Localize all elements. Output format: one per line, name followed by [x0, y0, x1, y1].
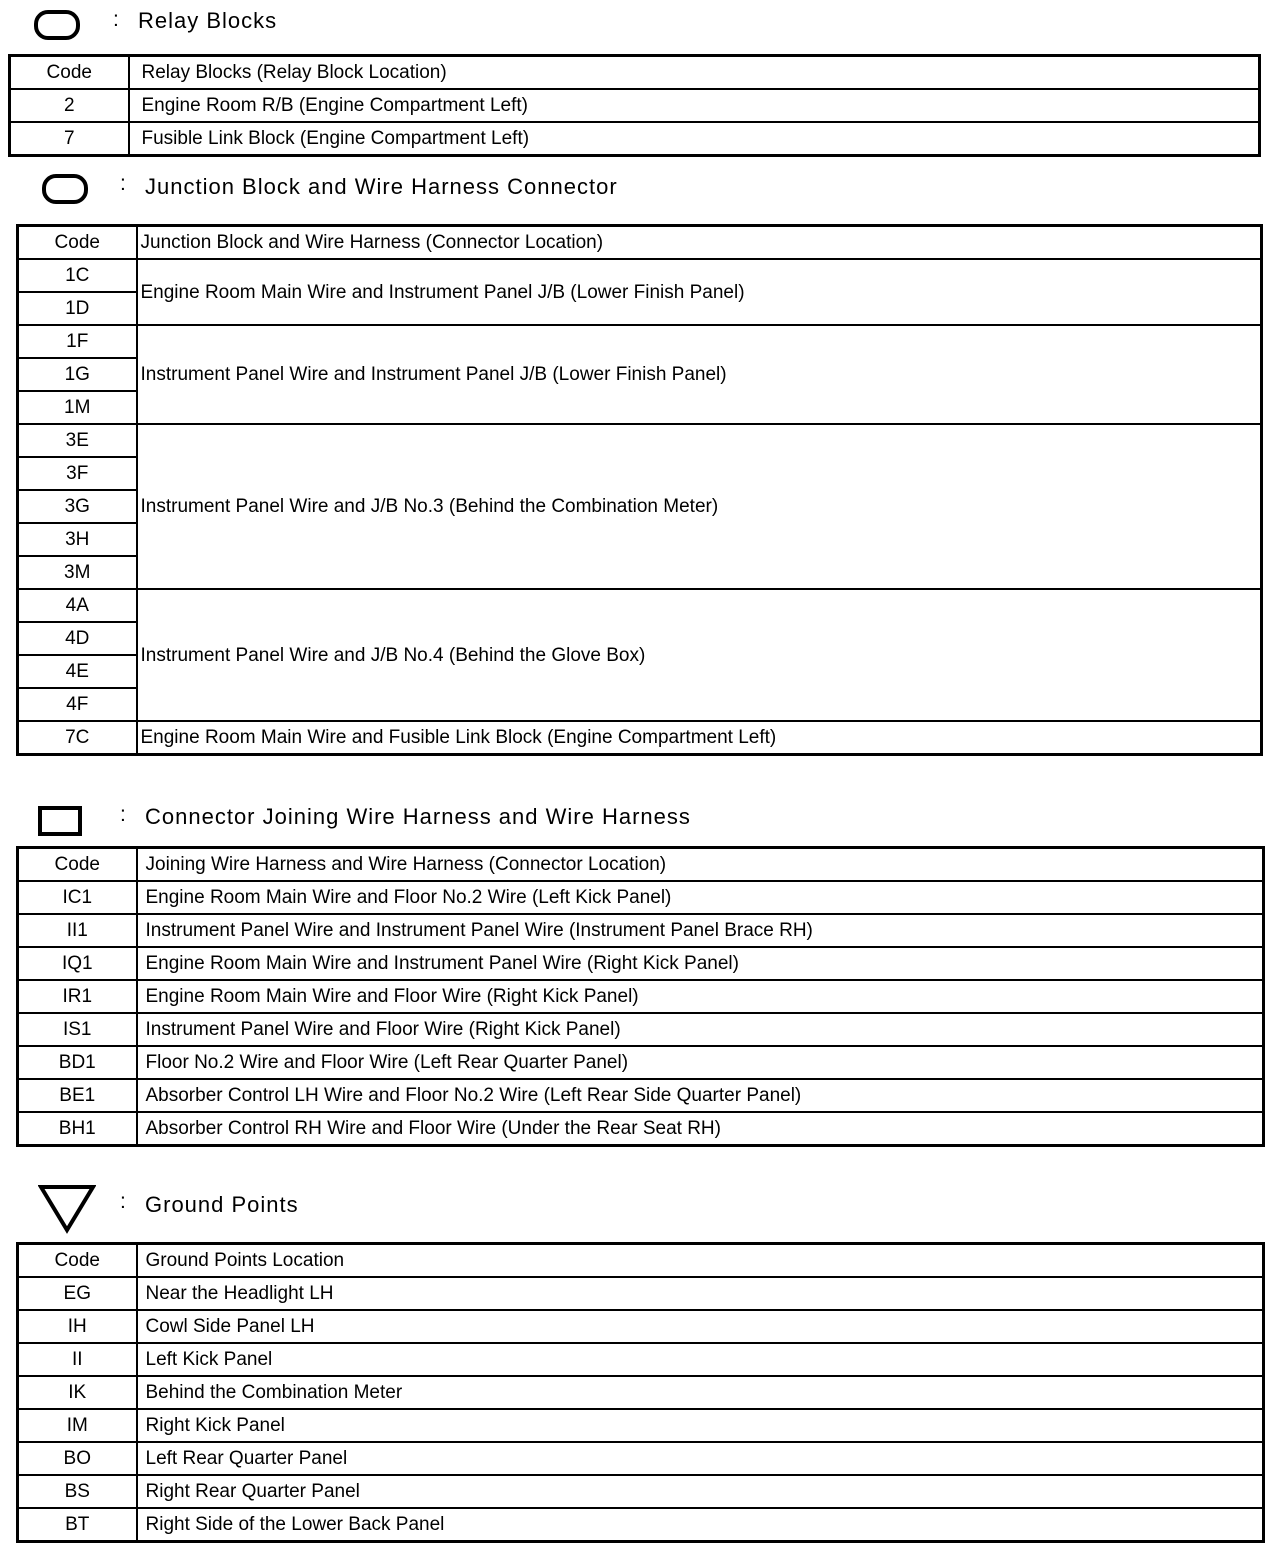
heading-colon: : — [120, 1190, 126, 1213]
location-cell: Engine Room Main Wire and Fusible Link Block (Engine Compartment Left) — [137, 721, 1262, 755]
table-row — [18, 1013, 1264, 1046]
connector-joining-heading — [0, 800, 900, 840]
location-cell: Behind the Combination Meter — [137, 1376, 1264, 1409]
junction-block-title: Junction Block and Wire Harness Connector — [145, 174, 618, 199]
header-location-cell: Joining Wire Harness and Wire Harness (Connector Location) — [137, 848, 1264, 882]
connector-joining-table — [16, 846, 1265, 1147]
table-row — [18, 424, 1262, 457]
table-row — [18, 1508, 1264, 1542]
location-cell: Fusible Link Block (Engine Compartment Left) — [129, 122, 1260, 156]
location-cell: Absorber Control LH Wire and Floor No.2 Wire (Left Rear Side Quarter Panel) — [137, 1079, 1264, 1112]
ground-points-table — [16, 1242, 1265, 1543]
location-cell: Instrument Panel Wire and J/B No.4 (Behind the Glove Box) — [137, 589, 1262, 721]
relay-blocks-table — [8, 54, 1261, 157]
location-cell: Left Rear Quarter Panel — [137, 1442, 1264, 1475]
location-cell: Floor No.2 Wire and Floor Wire (Left Rear Quarter Panel) — [137, 1046, 1264, 1079]
rounded-oval-icon — [42, 174, 88, 204]
table-row — [18, 259, 1262, 292]
table-header-row — [18, 226, 1262, 260]
table-row — [18, 980, 1264, 1013]
table-row — [18, 1112, 1264, 1146]
code-cell: BO — [18, 1442, 137, 1475]
code-cell: 1C — [18, 259, 137, 292]
location-cell: Near the Headlight LH — [137, 1277, 1264, 1310]
code-cell: IM — [18, 1409, 137, 1442]
rounded-oval-icon — [34, 10, 80, 40]
location-cell: Right Rear Quarter Panel — [137, 1475, 1264, 1508]
location-cell: Instrument Panel Wire and Instrument Panel J/B (Lower Finish Panel) — [137, 325, 1262, 424]
code-cell: 7 — [10, 122, 129, 156]
code-cell: IC1 — [18, 881, 137, 914]
table-row — [18, 1343, 1264, 1376]
code-cell: IQ1 — [18, 947, 137, 980]
table-row — [18, 1376, 1264, 1409]
location-cell: Engine Room Main Wire and Floor No.2 Wire (Left Kick Panel) — [137, 881, 1264, 914]
code-cell: BE1 — [18, 1079, 137, 1112]
table-row — [10, 122, 1260, 156]
code-cell: BH1 — [18, 1112, 137, 1146]
code-cell: 3M — [18, 556, 137, 589]
table-row — [18, 1442, 1264, 1475]
code-cell: 7C — [18, 721, 137, 755]
code-cell: 4A — [18, 589, 137, 622]
rectangle-icon — [38, 806, 82, 836]
header-code-cell: Code — [18, 226, 137, 260]
ground-points-heading — [0, 1184, 700, 1224]
location-cell: Instrument Panel Wire and J/B No.3 (Behind the Combination Meter) — [137, 424, 1262, 589]
table-row — [18, 914, 1264, 947]
ground-points-title: Ground Points — [145, 1192, 299, 1217]
table-row — [18, 721, 1262, 755]
code-cell: II1 — [18, 914, 137, 947]
location-cell: Engine Room Main Wire and Floor Wire (Right Kick Panel) — [137, 980, 1264, 1013]
location-cell: Right Kick Panel — [137, 1409, 1264, 1442]
location-cell: Instrument Panel Wire and Floor Wire (Right Kick Panel) — [137, 1013, 1264, 1046]
heading-colon: : — [113, 8, 119, 31]
code-cell: BS — [18, 1475, 137, 1508]
location-cell: Instrument Panel Wire and Instrument Panel Wire (Instrument Panel Brace RH) — [137, 914, 1264, 947]
code-cell: BT — [18, 1508, 137, 1542]
code-cell: 4E — [18, 655, 137, 688]
location-cell: Engine Room R/B (Engine Compartment Left) — [129, 89, 1260, 122]
table-row — [18, 325, 1262, 358]
junction-block-heading — [0, 170, 900, 210]
table-row — [18, 1409, 1264, 1442]
code-cell: BD1 — [18, 1046, 137, 1079]
location-cell: Right Side of the Lower Back Panel — [137, 1508, 1264, 1542]
heading-colon: : — [120, 172, 126, 195]
header-location-cell: Junction Block and Wire Harness (Connector Location) — [137, 226, 1262, 260]
connector-joining-title: Connector Joining Wire Harness and Wire Harness — [145, 804, 691, 829]
table-row — [18, 589, 1262, 622]
header-location-cell: Relay Blocks (Relay Block Location) — [129, 56, 1260, 90]
code-cell: 1D — [18, 292, 137, 325]
code-cell: IH — [18, 1310, 137, 1343]
relay-blocks-heading — [0, 4, 700, 44]
code-cell: 4D — [18, 622, 137, 655]
location-cell: Engine Room Main Wire and Instrument Panel Wire (Right Kick Panel) — [137, 947, 1264, 980]
down-triangle-icon — [38, 1184, 96, 1234]
location-cell: Absorber Control RH Wire and Floor Wire (Under the Rear Seat RH) — [137, 1112, 1264, 1146]
code-cell: 3G — [18, 490, 137, 523]
table-row — [18, 947, 1264, 980]
code-cell: 1M — [18, 391, 137, 424]
table-row — [10, 89, 1260, 122]
table-header-row — [18, 1244, 1264, 1278]
table-row — [18, 1046, 1264, 1079]
location-cell: Engine Room Main Wire and Instrument Panel J/B (Lower Finish Panel) — [137, 259, 1262, 325]
code-cell: EG — [18, 1277, 137, 1310]
code-cell: IS1 — [18, 1013, 137, 1046]
table-row — [18, 881, 1264, 914]
code-cell: 3H — [18, 523, 137, 556]
junction-block-table — [16, 224, 1263, 756]
location-cell: Cowl Side Panel LH — [137, 1310, 1264, 1343]
heading-colon: : — [120, 803, 126, 826]
code-cell: 2 — [10, 89, 129, 122]
header-code-cell: Code — [10, 56, 129, 90]
code-cell: IR1 — [18, 980, 137, 1013]
code-cell: IK — [18, 1376, 137, 1409]
table-row — [18, 1475, 1264, 1508]
table-header-row — [18, 848, 1264, 882]
code-cell: 1G — [18, 358, 137, 391]
table-row — [18, 1079, 1264, 1112]
header-code-cell: Code — [18, 1244, 137, 1278]
code-cell: 3F — [18, 457, 137, 490]
header-location-cell: Ground Points Location — [137, 1244, 1264, 1278]
code-cell: II — [18, 1343, 137, 1376]
code-cell: 4F — [18, 688, 137, 721]
table-header-row — [10, 56, 1260, 90]
code-cell: 1F — [18, 325, 137, 358]
relay-blocks-title: Relay Blocks — [138, 8, 278, 33]
table-row — [18, 1277, 1264, 1310]
code-cell: 3E — [18, 424, 137, 457]
location-cell: Left Kick Panel — [137, 1343, 1264, 1376]
table-row — [18, 1310, 1264, 1343]
header-code-cell: Code — [18, 848, 137, 882]
